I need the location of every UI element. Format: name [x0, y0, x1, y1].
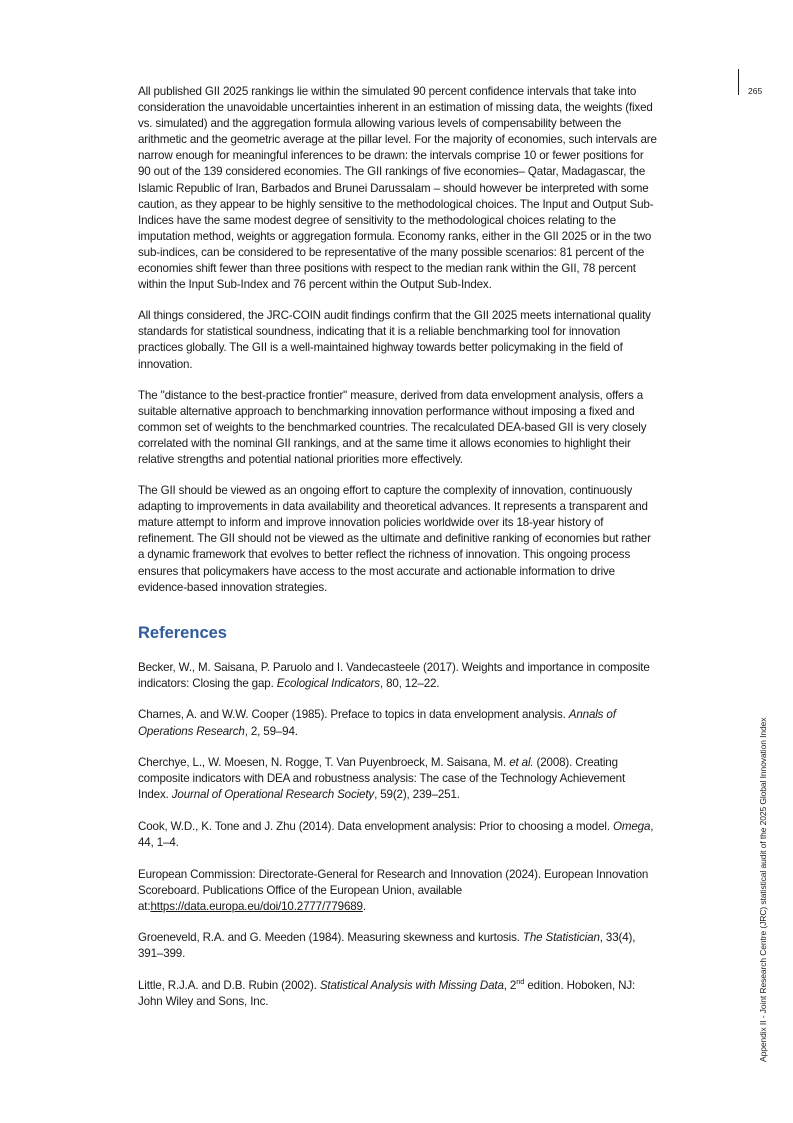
- reference-item: [138, 867, 658, 915]
- reference-text: , 2, 59–94.: [244, 724, 298, 738]
- body-paragraph: All published GII 2025 rankings lie within the simulated 90 percent confidence intervals that take into consideration the unavoidable uncertainties inherent in an estimation of missing data, the weights (fixed vs. simulated) and the aggregation formula allowing various levels of compensability between the arithmetic and the geometric average at the pillar level. For the majority of economies, such intervals are narrow enough for meaningful inferences to be drawn: the intervals comprise 10 or fewer positions for 90 out of the 139 considered economies. The GII rankings of five economies– Qatar, Madagascar, the Islamic Republic of Iran, Barbados and Brunei Darussalam – should however be interpreted with some caution, as they appear to be highly sensitive to the methodological choices. The Input and Output Sub-Indices have the same modest degree of sensitivity to the methodological choices relating to the imputation method, weights or aggregation formula. Economy ranks, either in the GII 2025 or in the two sub-indices, can be considered to be representative of the many possible scenarios: 81 percent of the economies shift fewer than three positions with respect to the median rank within the GII, 78 percent within the Input Sub-Index and 76 percent within the Output Sub-Index.: [138, 85, 657, 292]
- reference-item: [138, 930, 658, 962]
- reference-journal: Ecological Indicators: [276, 676, 380, 690]
- reference-item: [138, 819, 658, 851]
- reference-text: , 33(4), 391–399.: [138, 931, 636, 961]
- reference-item: [138, 660, 658, 692]
- reference-text: Charnes, A. and W.W. Cooper (1985). Preface to topics in data envelopment analysis.: [138, 708, 569, 722]
- running-side-title: Appendix II - Joint Research Centre (JRC) statistical audit of the 2025 Global Innovation Index: [758, 717, 768, 1062]
- reference-item: [138, 978, 658, 1010]
- reference-journal: The Statistician: [522, 931, 600, 945]
- body-paragraph: The GII should be viewed as an ongoing effort to capture the complexity of innovation, continuously adapting to improvements in data availability and theoretical advances. It represents a transparent and mature attempt to inform and improve innovation policies worldwide over its 18-year history of refinement. The GII should not be viewed as the ultimate and definitive ranking of economies but rather a dynamic framework that evolves to better reflect the richness of innovation. This ongoing process ensures that policymakers have access to the most accurate and actionable information to drive evidence-based innovation strategies.: [138, 484, 651, 594]
- reference-text: , 44, 1–4.: [138, 819, 654, 849]
- reference-text: European Commission: Directorate-General for Research and Innovation (2024). European Innovation Scoreboard. Publications Office of the European Union, available at:: [138, 867, 649, 913]
- page-number-rule: [738, 69, 739, 95]
- reference-text: , 59(2), 239–251.: [374, 788, 460, 802]
- reference-text: Groeneveld, R.A. and G. Meeden (1984). Measuring skewness and kurtosis.: [138, 931, 523, 945]
- page-content: [138, 84, 658, 1026]
- body-paragraph: All things considered, the JRC-COIN audit findings confirm that the GII 2025 meets international quality standards for statistical soundness, indicating that it is a reliable benchmarking tool for innovation practices globally. The GII is a well-maintained highway towards better policymaking in the field of innovation.: [138, 309, 651, 371]
- reference-text: edition. Hoboken, NJ: John Wiley and Sons, Inc.: [138, 979, 636, 1009]
- page-number: 265: [748, 86, 763, 96]
- body-paragraph: The "distance to the best-practice frontier" measure, derived from data envelopment analysis, offers a suitable alternative approach to benchmarking innovation performance without imposing a fixed and common set of weights to the benchmarked countries. The recalculated DEA-based GII is very closely correlated with the nominal GII rankings, and at the same time it allows economies to highlight their relative strengths and potential national priorities more effectively.: [138, 388, 647, 466]
- references-heading: References: [138, 623, 227, 642]
- reference-text: Becker, W., M. Saisana, P. Paruolo and I. Vandecasteele (2017). Weights and importance in composite indicators: Closing the gap.: [138, 660, 650, 690]
- reference-superscript: nd: [516, 977, 525, 987]
- reference-text: , 80, 12–22.: [379, 676, 440, 690]
- reference-item: [138, 707, 658, 739]
- reference-journal: Annals of Operations Research: [138, 708, 616, 738]
- reference-link[interactable]: https://data.europa.eu/doi/10.2777/779689: [150, 899, 363, 913]
- reference-book-title: Statistical Analysis with Missing Data: [319, 979, 504, 993]
- reference-etal: et al.: [509, 756, 534, 770]
- reference-text: Little, R.J.A. and D.B. Rubin (2002).: [138, 979, 320, 993]
- reference-journal: Omega: [612, 819, 651, 833]
- reference-journal: Journal of Operational Research Society: [171, 788, 375, 802]
- reference-text: (2008). Creating composite indicators with DEA and robustness analysis: The case of the Technology Achievement Index.: [138, 756, 626, 802]
- reference-text: Cook, W.D., K. Tone and J. Zhu (2014). Data envelopment analysis: Prior to choosing a model.: [138, 819, 613, 833]
- reference-text: , 2: [503, 979, 517, 993]
- reference-text: Cherchye, L., W. Moesen, N. Rogge, T. Van Puyenbroeck, M. Saisana, M.: [138, 756, 510, 770]
- reference-item: [138, 755, 658, 803]
- reference-text: .: [362, 899, 366, 913]
